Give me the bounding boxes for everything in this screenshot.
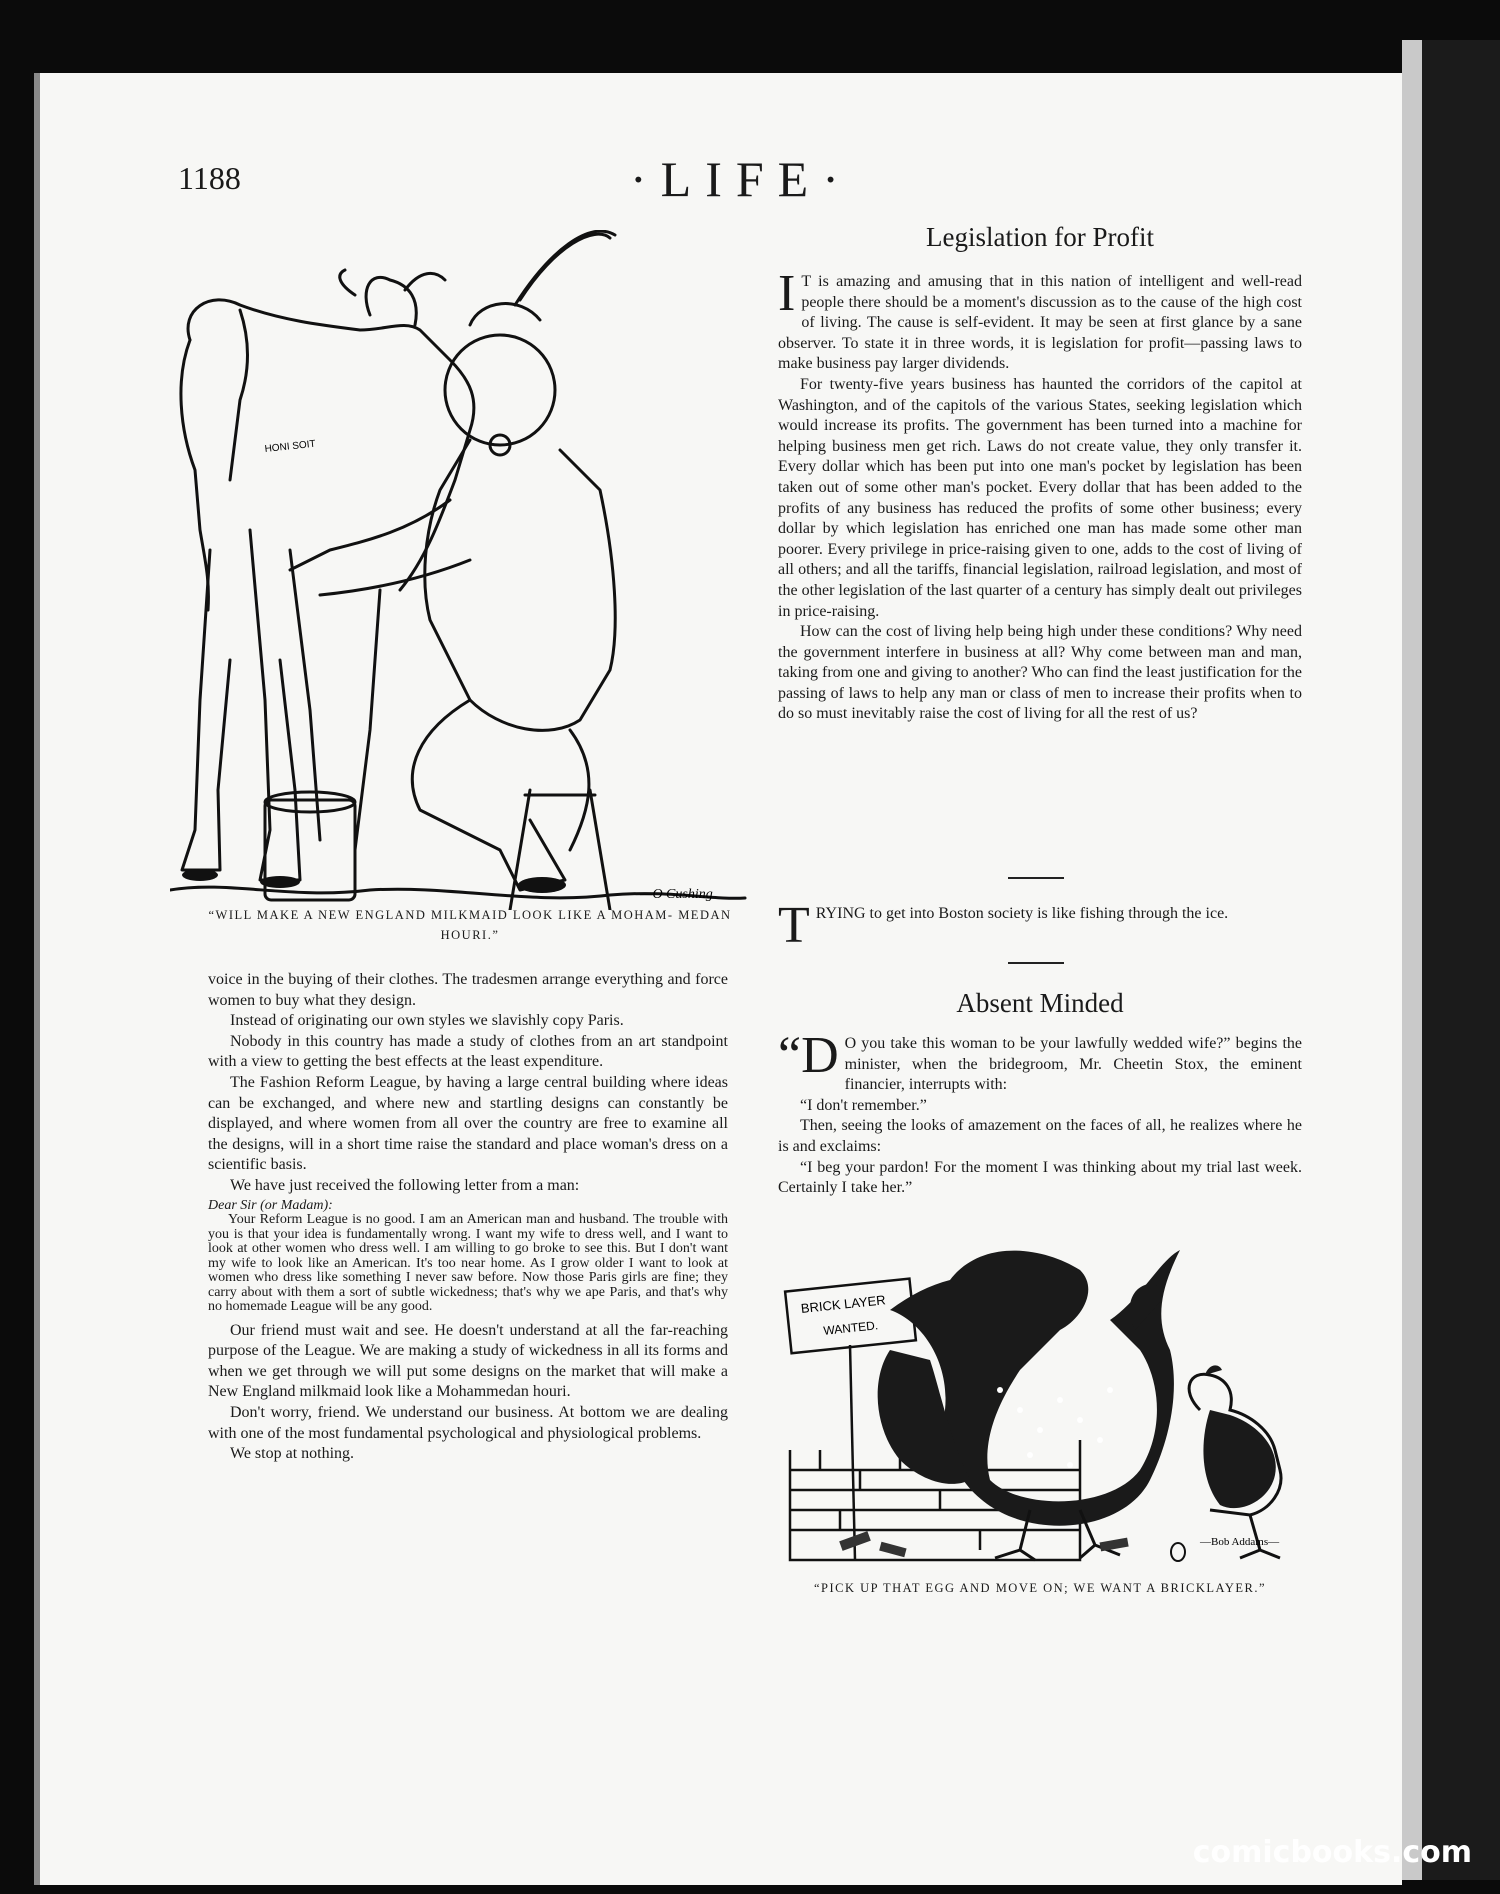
masthead: ·LIFE· [630, 151, 853, 207]
paragraph: Nobody in this country has made a study of clothes from an art standpoint with a view to getting the best effects at the least expenditure. [208, 1032, 728, 1071]
paragraph: O you take this woman to be your lawfully wedded wife?” begins the minister, when the bridegroom, Mr. Cheetin Stox, the eminent financier, interrupts with: [844, 1035, 1302, 1094]
legislation-article [778, 265, 1302, 725]
hose-garter-text: HONI SOIT [264, 438, 317, 455]
paragraph: voice in the buying of their clothes. The tradesmen arrange everything and force women to buy what they design. [208, 971, 728, 1009]
watermark: comicbooks.com [1192, 1835, 1472, 1870]
cartoon-rooster-illustration [780, 1240, 1340, 1570]
paragraph: Then, seeing the looks of amazement on the faces of all, he realizes where he is and exclaims: [778, 1117, 1302, 1155]
absent-minded-article [778, 1027, 1302, 1199]
cartoon-signature: —Bob Addams— [1200, 1536, 1280, 1548]
letter-body: Your Reform League is no good. I am an American man and husband. The trouble with you is that your idea is fundamentally wrong. I want my wife to dress well, and I want to look at other women who dress well. I am willing to go broke to see this. But I don't want my wife to look like an American. It's too near home. As I grow older I want to look at women who dress like something I never saw before. Now those Paris girls are fine; they carry about with them a sort of subtle wickedness; that's why we ape Paris, and that's why no homemade League will be any good. [208, 1212, 728, 1315]
paragraph: T is amazing and amusing that in this nation of intelligent and well-read people there should be a moment's discussion as to the cause of the high cost of living. The cause is self-evident. It may be seen at first glance by a sane observer. To state it in three words, it is legislation for profit—passing laws to make business pay larger dividends. [778, 273, 1302, 373]
heading-absent-minded: Absent Minded [956, 988, 1124, 1018]
paragraph: RYING to get into Boston society is like fishing through the ice. [815, 905, 1229, 922]
divider-rule [1008, 962, 1064, 964]
paragraph: Our friend must wait and see. He doesn't understand at all the far-reaching purpose of the League. We are making a study of wickedness in all its forms and when we get through we will put some designs on the market that will make a New England milkmaid look like a Mohammedan houri. [208, 1321, 728, 1401]
paragraph: For twenty-five years business has haunted the corridors of the capitol at Washington, and of the capitols of the various States, seeking legislation which would increase its profits. The government has been turned into a machine for helping business men get rich. Laws do not create value, they only transfer it. Every dollar which has been put into one man's pocket by legislation has been taken out of some other man's pocket. Every dollar that has been added to the profits of any business has reduced the profits of some other business; every dollar by which legislation has enriched one man has made some other man poorer. Every privilege in price-raising given to one, adds to the cost of living of all others; and all the tariffs, financial legislation, railroad legislation, and most of the other legislation of the last quarter of a century has simply dealt out privileges in price-raising. [778, 375, 1302, 620]
cartoon-caption: “WILL MAKE A NEW ENGLAND MILKMAID LOOK LIKE A MOHAM- MEDAN HOURI.” [208, 908, 732, 942]
sign-text-line2: WANTED. [822, 1318, 879, 1338]
boston-squib [778, 897, 1302, 954]
divider-rule [1008, 877, 1064, 879]
heading-legislation: Legislation for Profit [926, 222, 1154, 252]
page-edge [1402, 40, 1422, 1880]
drop-cap: “D [778, 1027, 839, 1084]
cartoon-signature: —O Cushing [640, 887, 713, 902]
paragraph: We have just received the following letter from a man: [230, 1176, 580, 1194]
drop-cap: T [778, 897, 810, 954]
paragraph: The Fashion Reform League, by having a large central building where ideas can be exchanged, and where new and startling designs can constantly be displayed, and where women from all over the country are free to examine all the designs, will in a short time raise the standard and place woman's dress on a scientific basis. [208, 1073, 728, 1174]
left-column-article [208, 970, 728, 1465]
paragraph: “I beg your pardon! For the moment I was thinking about my trial last week. Certainly I take her.” [778, 1158, 1302, 1197]
page-number: 1188 [178, 160, 241, 196]
drop-cap: I [778, 265, 796, 322]
cartoon-milkmaid-illustration [170, 230, 750, 910]
reader-letter [208, 1199, 728, 1315]
cartoon-caption: “PICK UP THAT EGG AND MOVE ON; WE WANT A BRICKLAYER.” [813, 1581, 1267, 1595]
paragraph: How can the cost of living help being high under these conditions? Why need the government interfere in business at all? Why come between man and man, taking from one and giving to another? Who can find the least justification for the passing of laws to help any man or class of men to increase their profits when to do so must inevitably raise the cost of living for all the rest of us? [778, 623, 1302, 723]
paragraph: “I don't remember.” [800, 1096, 927, 1114]
paragraph: Don't worry, friend. We understand our business. At bottom we are dealing with one of the most fundamental psychological and physiological problems. [208, 1403, 728, 1442]
open-quote: “ [778, 1027, 802, 1084]
letter-salutation: Dear Sir (or Madam): [208, 1197, 333, 1213]
sign-text-line1: BRICK LAYER [800, 1292, 887, 1317]
paragraph: Instead of originating our own styles we slavishly copy Paris. [230, 1012, 624, 1030]
paragraph: We stop at nothing. [230, 1445, 355, 1463]
